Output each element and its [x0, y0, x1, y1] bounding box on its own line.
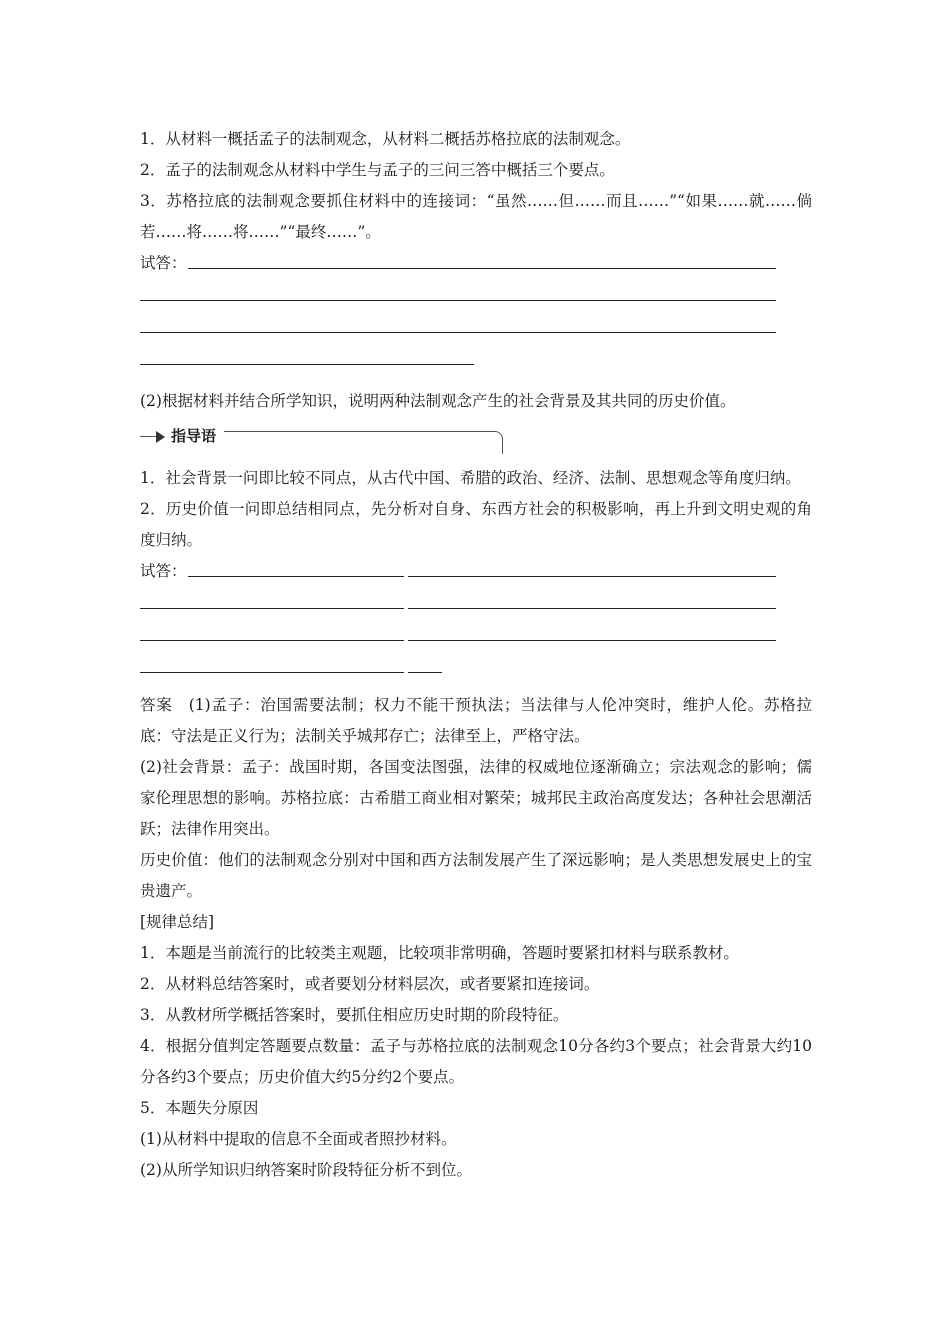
answer-block-1[interactable]: [140, 248, 812, 376]
answer-blank-line[interactable]: [140, 332, 776, 333]
summary-item: (1)从材料中提取的信息不全面或者照抄材料。: [140, 1130, 457, 1148]
answer-blank-line[interactable]: [140, 640, 404, 641]
guide-title: 指导语: [171, 427, 217, 445]
summary-item: (2)从所学知识归纳答案时阶段特征分析不到位。: [140, 1161, 472, 1179]
document-page: [140, 124, 812, 1186]
hint-3: 3．苏格拉底的法制观念要抓住材料中的连接词：“虽然……但……而且……”“如果……就……倘若……将……将……”“最终……”。: [140, 192, 812, 241]
answer-blank-line[interactable]: [408, 672, 442, 673]
answer-paragraph-1: 答案 (1)孟子：治国需要法制；权力不能干预执法；当法律与人伦冲突时，维护人伦。苏格拉底：守法是正义行为；法制关乎城邦存亡；法律至上，严格守法。: [140, 696, 812, 745]
guide-hint-1: 1．社会背景一问即比较不同点，从古代中国、希腊的政治、经济、法制、思想观念等角度归纳。: [140, 469, 801, 487]
guide-header: [140, 423, 812, 463]
answer-blank-line[interactable]: [188, 268, 776, 269]
guide-hint-2: 2．历史价值一问即总结相同点，先分析对自身、东西方社会的积极影响，再上升到文明史观的角度归纳。: [140, 500, 812, 549]
answer-blank-line[interactable]: [140, 300, 776, 301]
summary-item: 3．从教材所学概括答案时，要抓住相应历史时期的阶段特征。: [140, 1006, 569, 1024]
summary-item: 1．本题是当前流行的比较类主观题，比较项非常明确，答题时要紧扣材料与联系教材。: [140, 944, 739, 962]
answer-blank-line[interactable]: [188, 576, 404, 577]
trial-label: 试答：: [140, 562, 187, 580]
play-arrow-icon: [156, 431, 165, 443]
summary-item: 4．根据分值判定答题要点数量：孟子与苏格拉底的法制观念10分各约3个要点；社会背景大约10分各约3个要点；历史价值大约5分约2个要点。: [140, 1037, 812, 1086]
hint-2: 2．孟子的法制观念从材料中学生与孟子的三问三答中概括三个要点。: [140, 161, 615, 179]
trial-label: 试答：: [140, 254, 187, 272]
answer-block-2[interactable]: [140, 556, 812, 684]
answer-blank-line[interactable]: [140, 364, 474, 365]
answer-paragraph-3: 历史价值：他们的法制观念分别对中国和西方法制发展产生了深远影响；是人类思想发展史上的宝贵遗产。: [140, 851, 812, 900]
question-2: (2)根据材料并结合所学知识，说明两种法制观念产生的社会背景及其共同的历史价值。: [140, 392, 736, 410]
answer-blank-line[interactable]: [140, 608, 404, 609]
hint-1: 1．从材料一概括孟子的法制观念，从材料二概括苏格拉底的法制观念。: [140, 130, 631, 148]
answer-blank-line[interactable]: [140, 672, 404, 673]
summary-item: 2．从材料总结答案时，或者要划分材料层次，或者要紧扣连接词。: [140, 975, 600, 993]
answer-paragraph-2: (2)社会背景：孟子：战国时期，各国变法图强，法律的权威地位逐渐确立；宗法观念的影响；儒家伦理思想的影响。苏格拉底：古希腊工商业相对繁荣；城邦民主政治高度发达；各种社会思潮活跃；法律作用突出。: [140, 758, 812, 838]
answer-blank-line[interactable]: [408, 576, 776, 577]
summary-title: [规律总结]: [140, 913, 215, 931]
answer-blank-line[interactable]: [408, 608, 776, 609]
answer-blank-line[interactable]: [408, 640, 776, 641]
summary-item: 5．本题失分原因: [140, 1099, 259, 1117]
